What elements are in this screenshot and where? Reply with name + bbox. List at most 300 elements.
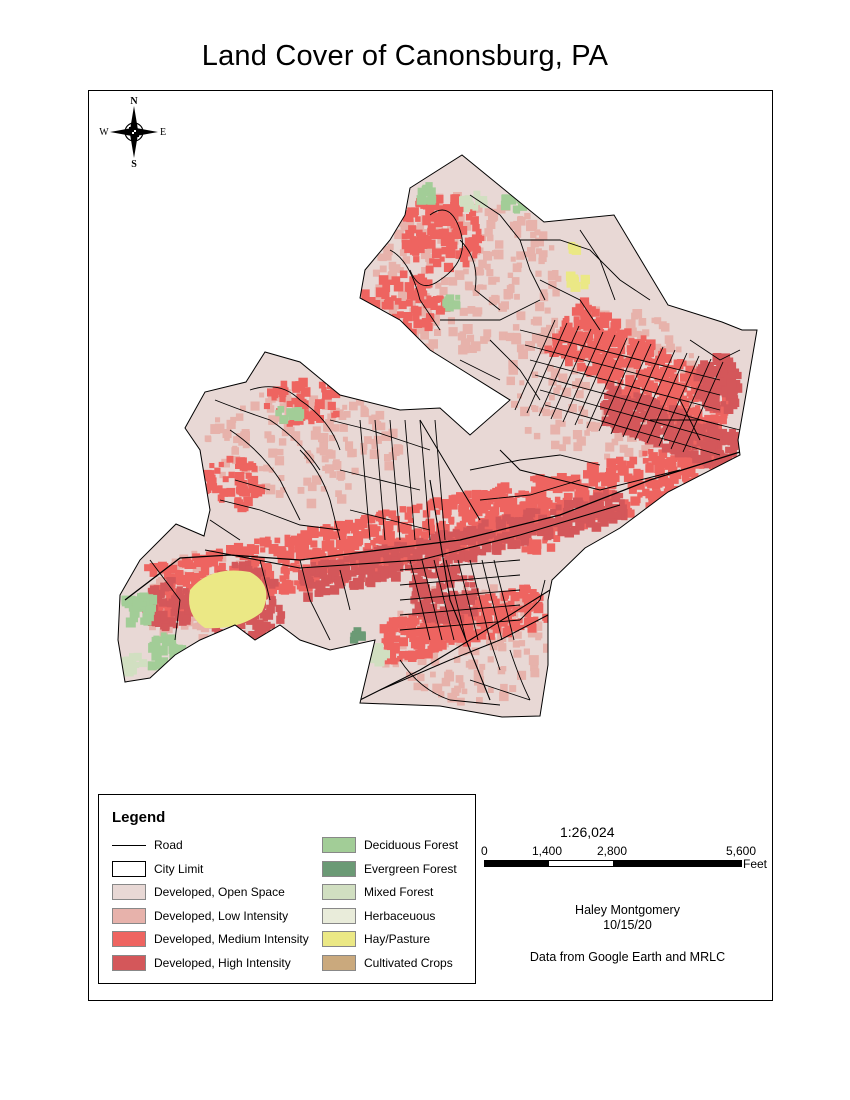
land-cover-cell [624,328,631,335]
land-cover-cell [374,436,382,444]
land-cover-cell [592,309,600,317]
land-cover-cell [126,618,136,628]
land-cover-cell [435,195,444,204]
land-cover-cell [698,391,704,397]
land-cover-cell [453,495,461,503]
land-cover-cell [143,618,151,626]
land-cover-cell [308,482,317,491]
land-cover-cell [563,437,571,445]
land-cover-cell [472,253,477,258]
land-cover-cell [246,473,252,479]
land-cover-cell [131,668,137,674]
scale-tick-1: 1,400 [532,844,563,858]
land-cover-cell [408,329,417,338]
land-cover-cell [207,470,214,477]
land-cover-cell [389,219,398,228]
land-cover-cell [725,485,735,495]
land-cover-cell [691,492,701,502]
land-cover-cell [448,317,455,324]
land-cover-cell [251,466,257,472]
land-cover-cell [205,435,211,441]
legend-swatch [112,955,146,971]
land-cover-cell [644,435,651,442]
land-cover-cell [362,312,367,317]
land-cover-cell [711,366,717,372]
land-cover-cell [708,490,717,499]
land-cover-cell [419,191,427,199]
land-cover-cell [223,476,229,482]
land-cover-cell [445,532,452,539]
land-cover-cell [562,388,571,397]
land-cover-cell [633,469,640,476]
land-cover-cell [168,663,178,673]
land-cover-cell [428,206,435,213]
land-cover-cell [449,553,457,561]
land-cover-cell [458,505,465,512]
land-cover-cell [553,387,560,394]
legend-item [112,836,183,854]
land-cover-cell [501,201,511,211]
land-cover-cell [240,457,247,464]
land-cover-cell [405,210,413,218]
land-cover-cell [391,572,401,582]
land-cover-cell [311,528,316,533]
scale-ratio: 1:26,024 [560,824,615,840]
land-cover-cell [721,487,729,495]
land-cover-cell [700,489,710,499]
land-cover-cell [571,282,581,292]
land-cover-cell [549,245,554,250]
land-cover-cell [648,491,657,500]
land-cover-cell [227,420,236,429]
land-cover-cell [517,344,525,352]
land-cover-cell [556,505,562,511]
land-cover-cell [397,311,404,318]
land-cover-cell [513,263,522,272]
land-cover-cell [502,194,509,201]
land-cover-cell [145,565,151,571]
land-cover-cell [298,487,305,494]
land-cover-cell [507,377,516,386]
land-cover-cell [236,413,244,421]
land-cover-cell [201,558,211,568]
land-cover-cell [358,568,365,575]
land-cover-cell [488,277,496,285]
land-cover-cell [725,447,732,454]
legend-item [322,860,457,878]
legend-item [322,930,430,948]
land-cover-cell [608,329,613,334]
land-cover-cell [479,664,485,670]
land-cover-cell [490,584,498,592]
land-cover-cell [501,301,509,309]
land-cover-cell [377,232,384,239]
land-cover-cell [238,486,247,495]
land-cover-cell [414,238,423,247]
land-cover-cell [345,444,352,451]
legend-item [322,883,433,901]
land-cover-cell [322,575,331,584]
legend-label: Herbaceuous [364,908,436,923]
land-cover-cell [211,644,219,652]
land-cover-cell [347,450,355,458]
land-cover-cell [179,579,185,585]
land-cover-cell [363,407,368,412]
scale-segment [549,861,613,866]
legend-road-line [112,845,146,846]
land-cover-cell [383,555,390,562]
land-cover-cell [239,565,245,571]
land-cover-cell [415,528,422,535]
land-cover-cell [463,324,473,334]
land-cover-cell [278,475,284,481]
land-cover-cell [231,447,239,455]
land-cover-cell [669,292,678,301]
land-cover-cell [577,436,586,445]
land-cover-cell [603,490,609,496]
land-cover-cell [526,508,535,517]
legend-item [112,883,285,901]
land-cover-cell [627,461,633,467]
land-cover-cell [133,598,142,607]
land-cover-cell [153,636,159,642]
scale-tick-3: 5,600 [726,844,757,858]
land-cover-cell [369,318,377,326]
land-cover-cell [552,289,559,296]
land-cover-cell [721,401,727,407]
land-cover-cell [406,284,414,292]
land-cover-cell [397,611,403,617]
land-cover-cell [585,305,592,312]
land-cover-cell [354,580,364,590]
legend-label: Mixed Forest [364,885,434,899]
land-cover-cell [380,266,387,273]
land-cover-cell [441,247,449,255]
land-cover-cell [398,285,404,291]
land-cover-cell [413,307,422,316]
map-title: Land Cover of Canonsburg, PA [201,40,609,72]
land-cover-cell [485,264,491,270]
compass-w: W [99,127,109,138]
land-cover-cell [394,325,403,334]
land-cover-cell [286,408,295,417]
land-cover-cell [481,504,489,512]
land-cover-cell [593,422,600,429]
land-cover-cell [570,274,578,282]
land-cover-cell [546,478,554,486]
legend-swatch [322,861,356,877]
land-cover-cell [724,482,730,488]
land-cover-cell [282,580,291,589]
land-cover-cell [600,312,605,317]
land-cover-cell [453,302,461,310]
land-cover-cell [723,467,729,473]
land-cover-cell [310,540,317,547]
land-cover-cell [509,284,514,289]
land-cover-cell [495,487,500,492]
land-cover-cell [414,683,422,691]
land-cover-cell [484,251,491,258]
land-cover-cell [578,419,583,424]
land-cover-cell [310,568,316,574]
compass-s: S [131,159,137,170]
land-cover-cell [395,298,402,305]
land-cover-cell [481,519,488,526]
land-cover-cell [430,636,437,643]
land-cover-cell [254,539,260,545]
land-cover-cell [666,457,673,464]
land-cover-cell [209,463,214,468]
land-cover-cell [476,230,481,235]
land-cover-cell [530,476,535,481]
land-cover-cell [666,344,675,353]
land-cover-cell [231,632,237,638]
land-cover-cell [468,516,474,522]
land-cover-cell [551,441,560,450]
land-cover-cell [332,461,341,470]
land-cover-cell [442,301,448,307]
land-cover-cell [530,668,539,677]
land-cover-cell [509,685,516,692]
land-cover-cell [229,633,238,642]
land-cover-cell [393,622,399,628]
land-cover-cell [277,449,284,456]
legend-swatch [112,931,146,947]
land-cover-cell [426,266,434,274]
land-cover-cell [524,649,530,655]
land-cover-cell [387,244,393,250]
land-cover-cell [569,501,575,507]
land-cover-cell [259,393,264,398]
land-cover-cell [431,547,438,554]
land-cover-cell [475,307,482,314]
land-cover-cell [436,215,445,224]
land-cover-cell [539,522,544,527]
land-cover-cell [442,229,449,236]
land-cover-cell [533,317,542,326]
land-cover-cell [337,494,346,503]
land-cover-cell [524,213,530,219]
land-cover-cell [423,510,430,517]
land-cover-cell [488,656,494,662]
land-cover-cell [680,374,688,382]
land-cover-cell [447,693,457,703]
land-cover-cell [372,421,381,430]
legend-label: Cultivated Crops [364,955,453,970]
land-cover-cell [558,374,567,383]
land-cover-cell [361,449,367,455]
land-cover-cell [184,560,193,569]
land-cover-cell [677,296,685,304]
land-cover-cell [600,518,609,527]
land-cover-cell [721,467,728,474]
legend-label: Hay/Pasture [364,932,431,946]
land-cover-cell [267,388,275,396]
legend-label: Developed, Low Intensity [154,908,289,923]
land-cover-cell [501,666,506,671]
land-cover-cell [167,601,174,608]
land-cover-cell [415,216,421,222]
land-cover-cell [375,643,383,651]
land-cover-cell [219,565,226,572]
land-cover-cell [465,582,470,587]
land-cover-cell [511,334,521,344]
land-cover-cell [576,331,583,338]
land-cover-cell [217,485,222,490]
land-cover-cell [234,636,241,643]
land-cover-cell [260,547,265,552]
land-cover-cell [730,435,738,443]
legend-swatch [112,908,146,924]
land-cover-cell [541,289,548,296]
land-cover-cell [711,475,719,483]
land-cover-cell [462,531,468,537]
land-cover-cell [394,445,404,455]
land-cover-cell [170,663,179,672]
land-cover-cell [563,318,570,325]
land-cover-cell [376,411,385,420]
land-cover-cell [244,463,251,470]
land-cover-cell [425,323,433,331]
legend-item [112,930,309,948]
land-cover-cell [275,538,281,544]
land-cover-cell [467,526,477,536]
land-cover-cell [545,308,551,314]
land-cover-cell [278,611,285,618]
land-cover-cell [500,505,507,512]
land-cover-cell [642,451,647,456]
scale-bar [484,860,742,867]
land-cover-cell [224,630,233,639]
land-cover-cell [535,302,544,311]
land-cover-cell [637,345,644,352]
land-cover-cell [547,543,555,551]
land-cover-cell [171,659,178,666]
land-cover-cell [616,457,624,465]
land-cover-cell [379,275,389,285]
land-cover-cell [164,666,173,675]
land-cover-cell [361,289,370,298]
land-cover-cell [339,412,347,420]
land-cover-cell [688,493,695,500]
land-cover-cell [437,640,447,650]
land-cover-cell [251,402,260,411]
land-cover-cell [643,458,649,464]
land-cover-cell [427,197,435,205]
land-cover-cell [670,286,676,292]
land-cover-cell [586,324,591,329]
legend-swatch [112,884,146,900]
land-cover-cell [729,371,736,378]
land-cover-cell [487,235,494,242]
land-cover-cell [417,674,425,682]
land-cover-cell [351,525,359,533]
land-cover-cell [322,390,332,400]
land-cover-cell [470,582,476,588]
land-cover-cell [460,308,468,316]
land-cover-cell [495,240,503,248]
land-cover-cell [331,413,336,418]
scale-unit: Feet [743,857,768,871]
land-cover-cell [389,631,395,637]
land-cover-cell [517,311,526,320]
land-cover-cell [661,323,670,332]
land-cover-cell [510,505,519,514]
land-cover-cell [481,490,487,496]
land-cover-cell [286,537,291,542]
land-cover-cell [308,577,313,582]
land-cover-cell [399,637,408,646]
legend-label: Developed, Open Space [154,885,285,899]
land-cover-cell [491,295,498,302]
land-cover-cell [367,578,376,587]
legend-label: Road [154,838,183,852]
land-cover-cell [141,601,147,607]
land-cover-cell [427,613,437,623]
land-cover-cell [427,525,435,533]
land-cover-cell [146,606,154,614]
land-cover-cell [407,555,415,563]
land-cover-cell [328,402,336,410]
land-cover-cell [451,224,456,229]
land-cover-cell [535,271,541,277]
land-cover-cell [700,441,706,447]
land-cover-cell [708,489,715,496]
land-cover-cell [488,687,494,693]
north-arrow-icon [99,96,166,170]
land-cover-cell [340,424,348,432]
land-cover-cell [387,280,392,285]
land-cover-cell [665,496,671,502]
land-cover-cell [515,493,520,498]
land-cover-cell [513,206,520,213]
legend-swatch [112,861,146,877]
land-cover-cell [689,353,694,358]
land-cover-cell [247,548,254,555]
land-cover-cell [614,432,623,441]
land-cover-cell [343,556,350,563]
land-cover-cell [300,539,309,548]
land-cover-cell [522,491,529,498]
land-cover-cell [581,275,590,284]
land-cover-cell [501,482,510,491]
land-cover-cell [373,538,379,544]
land-cover-cell [706,478,712,484]
land-cover-cell [665,335,674,344]
land-cover-cell [381,291,389,299]
land-cover-cell [412,591,418,597]
land-cover-cell [347,536,355,544]
legend-item [112,907,288,925]
land-cover-cell [279,396,285,402]
land-cover-cell [486,269,493,276]
land-cover-cell [235,464,240,469]
land-cover-cell [575,521,584,530]
legend-title: Legend [112,809,166,826]
land-cover-cell [513,221,519,227]
land-cover-cell [449,327,458,336]
land-cover-cell [159,598,167,606]
land-cover-cell [220,632,229,641]
land-cover-cell [396,324,402,330]
land-cover-cell [630,343,635,348]
land-cover-cell [450,202,455,207]
land-cover-cell [610,467,616,473]
land-cover-cell [215,417,220,422]
land-cover-cell [233,563,238,568]
land-cover-cell [504,293,511,300]
land-cover-cell [669,293,679,303]
